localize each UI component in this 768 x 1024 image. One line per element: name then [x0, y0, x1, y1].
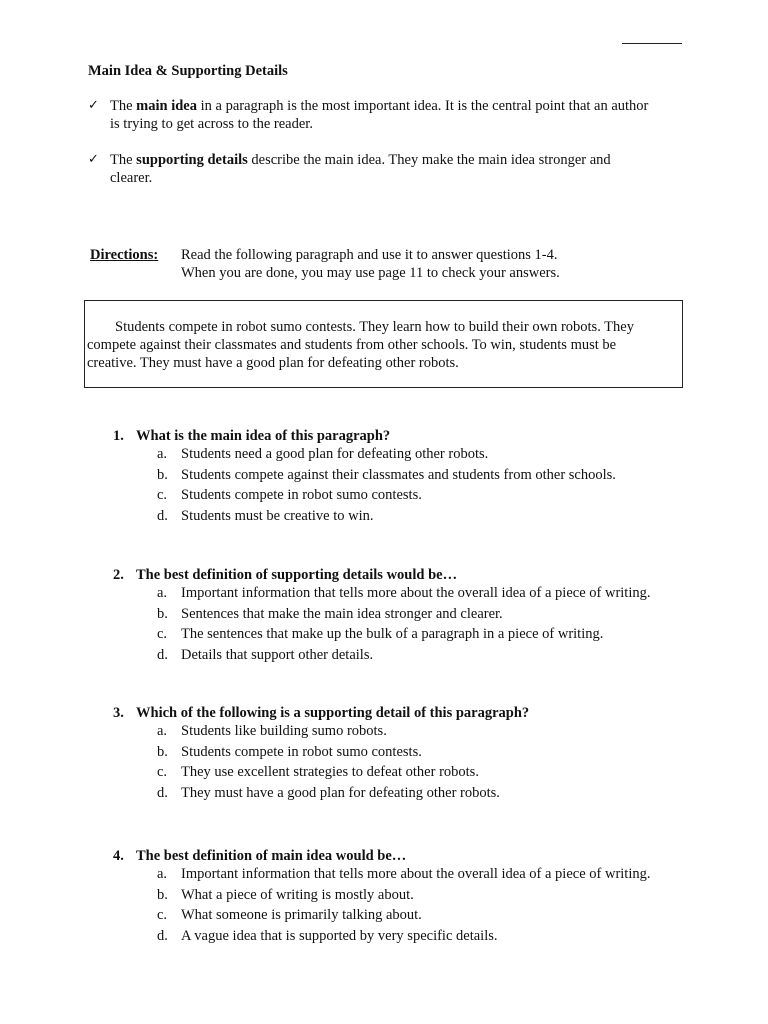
bullet-text	[110, 97, 678, 133]
name-blank-line	[622, 43, 682, 44]
question-text: The best definition of supporting details would be…	[136, 567, 458, 583]
question-number: 3.	[113, 705, 124, 721]
question-number: 2.	[113, 567, 124, 583]
page-title: Main Idea & Supporting Details	[88, 63, 288, 79]
bullet-bold-term: main idea	[136, 98, 197, 114]
bullet-line-1: The supporting details describe the main idea. They make the main idea stronger and	[110, 152, 611, 168]
directions-line-1: Read the following paragraph and use it to answer questions 1-4.	[181, 247, 558, 263]
question-text: Which of the following is a supporting detail of this paragraph?	[136, 705, 530, 721]
bullet-line-2: is trying to get across to the reader.	[110, 116, 313, 132]
checkmark-icon: ✓	[88, 152, 99, 167]
directions-line-2: When you are done, you may use page 11 to check your answers.	[181, 265, 560, 281]
bullet-bold-term: supporting details	[136, 152, 248, 168]
reading-passage-box: Students compete in robot sumo contests. They learn how to build their own robots. They compete against their classmates and students from other schools. To win, students must be creative. They must have a good plan for defeating other robots.	[84, 300, 683, 388]
directions-label: Directions:	[90, 247, 159, 263]
question-text: What is the main idea of this paragraph?	[136, 428, 391, 444]
bullet-text	[110, 151, 678, 187]
question-number: 1.	[113, 428, 124, 444]
checkmark-icon: ✓	[88, 98, 99, 113]
question-text: The best definition of main idea would be…	[136, 848, 407, 864]
question-number: 4.	[113, 848, 124, 864]
bullet-line-2: clearer.	[110, 170, 153, 186]
bullet-line-1: The main idea in a paragraph is the most important idea. It is the central point that an author	[110, 98, 649, 114]
